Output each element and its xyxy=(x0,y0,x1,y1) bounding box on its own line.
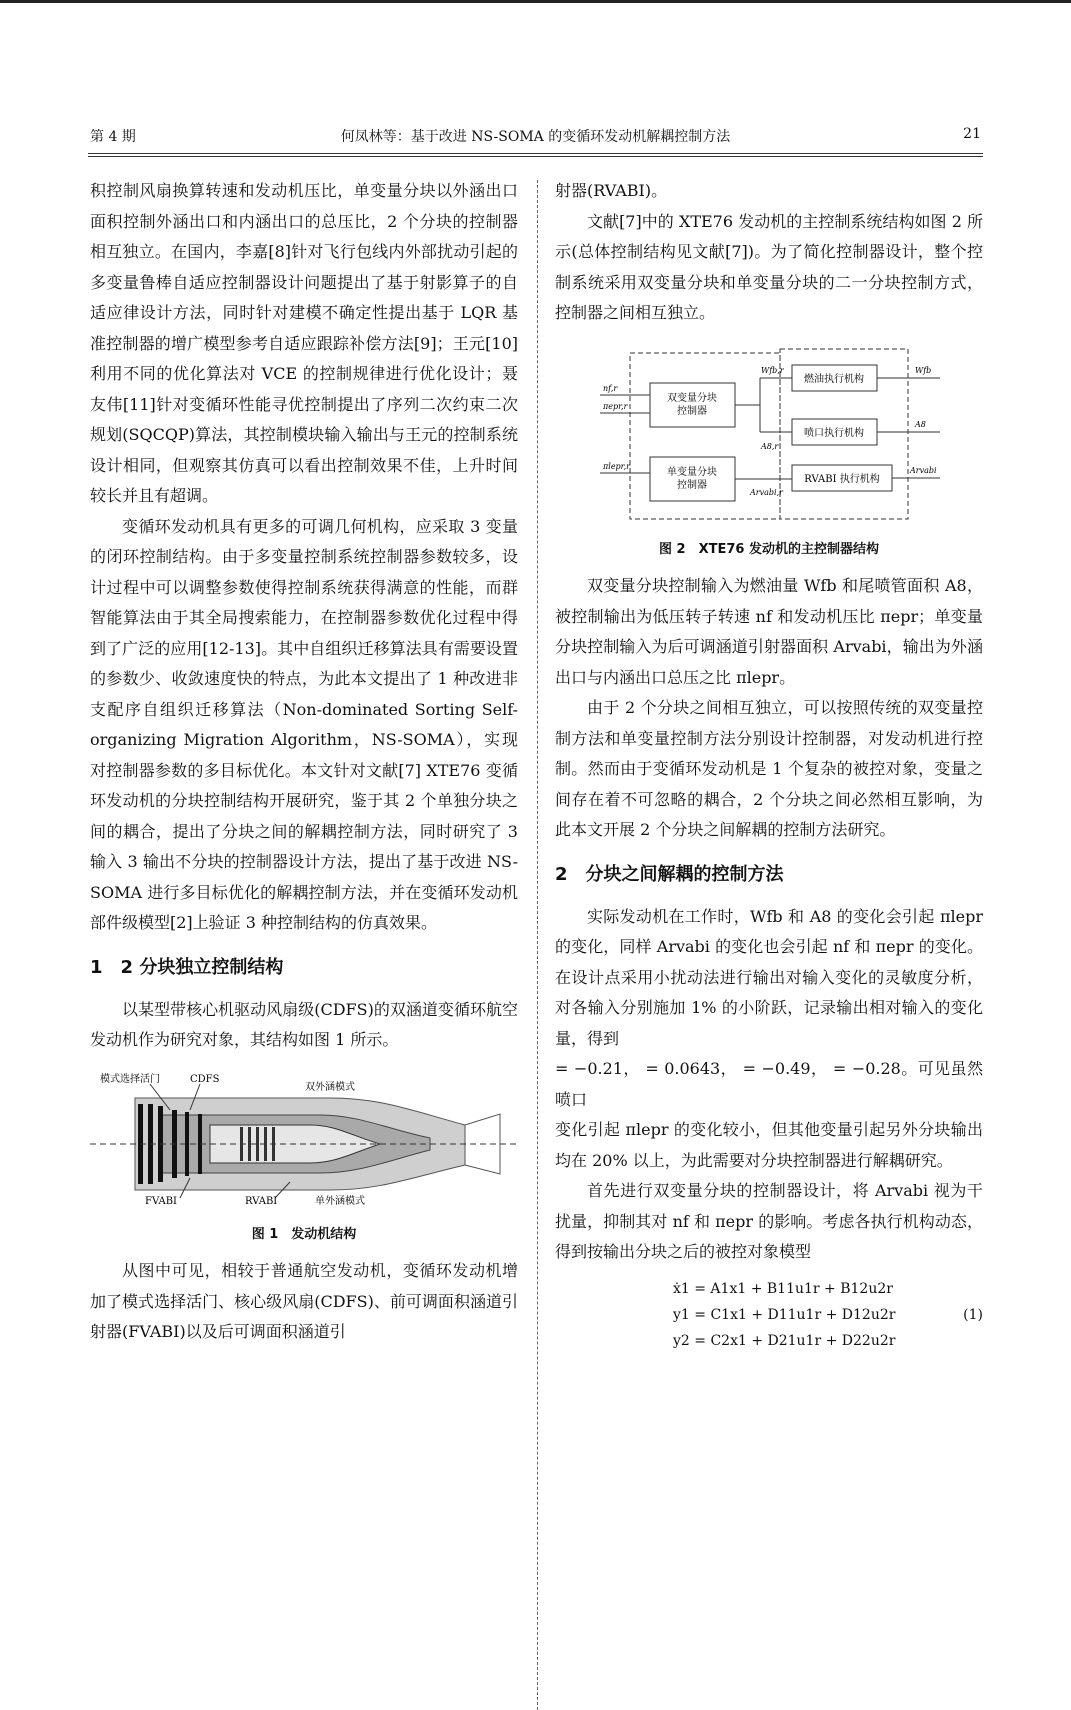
fig2-controller-2var-line2: 控制器 xyxy=(677,405,707,417)
fig1-label-single-bypass: 单外涵模式 xyxy=(315,1195,365,1207)
header-rule xyxy=(88,153,983,154)
figure-1-engine-structure xyxy=(90,1070,518,1221)
value-2: = xyxy=(645,1059,659,1078)
engine-diagram xyxy=(90,1070,518,1210)
fig2-actuator-nozzle: 喷口执行机构 xyxy=(804,427,864,439)
sensitivity-values xyxy=(555,1054,983,1115)
paragraph: 变循环发动机具有更多的可调几何机构，应采取 3 变量的闭环控制结构。由于多变量控制系统控制器参数较多，设计过程中可以调整参数使得控制系统获得满意的性能，而群智能算法由于其全局搜索能力，在控制器参数优化过程中得到了广泛的应用[12-13]。其中自组织迁移算法具有需要设置的参数少、收敛速度快的特点，为此本文提出了 1 种改进非支配序自组织迁移算法（Non-dominated Sorting Self-organizing Migration Algorithm，NS-SOMA），实现对控制器参数的多目标优化。本文针对文献[7] XTE76 变循环发动机的分块控制结构开展研究，鉴于其 2 个单独分块之间的耦合，提出了分块之间的解耦控制方法，同时研究了 3 输入 3 输出不分块的控制器设计方法，提出了基于改进 NS-SOMA 进行多目标优化的解耦控制方法，并在变循环发动机部件级模型[2]上验证 3 种控制结构的仿真效果。 xyxy=(90,516,518,932)
header-rule-2 xyxy=(88,156,983,157)
paragraph: 以某型带核心机驱动风扇级(CDFS)的双涵道变循环航空发动机作为研究对象，其结构如图 1 所示。 xyxy=(90,999,518,1049)
paragraph: 从图中可见，相较于普通航空发动机，变循环发动机增加了模式选择活门、核心级风扇(CDFS)、前可调面积涵道引射器(FVABI)以及后可调面积涵道引 xyxy=(90,1261,518,1341)
paragraph: 双变量分块控制输入为燃油量 Wfb 和尾喷管面积 A8，被控制输出为低压转子转速 nf 和发动机压比 πepr；单变量分块控制输入为后可调涵道引射器面积 Arvabi，输出为外涵出口与内涵出口总压之比 πlepr。 xyxy=(555,576,983,687)
fig1-label-rvabi: RVABI xyxy=(245,1195,278,1207)
paragraph: 实际发动机在工作时，Wfb 和 A8 的变化会引起 πlepr 的变化，同样 Arvabi 的变化也会引起 nf 和 πepr 的变化。在设计点采用小扰动法进行输出对输入变化的灵敏度分析，对各输入分别施加 1% 的小阶跃，记录输出相对输入的变化量，得到 xyxy=(555,906,983,1048)
fig1-label-dual-bypass: 双外涵模式 xyxy=(305,1081,355,1093)
page-number: 21 xyxy=(963,126,981,142)
fig2-signal-arvabi-r: Arvabi,r xyxy=(750,487,783,497)
figure-1-caption: 图 1 发动机结构 xyxy=(251,1227,357,1242)
controller-block-diagram xyxy=(555,345,983,525)
section-heading-2: 2 分块之间解耦的控制方法 xyxy=(555,863,784,885)
issue-number: 第 4 期 xyxy=(90,129,136,145)
paragraph: 首先进行双变量分块的控制器设计，将 Arvabi 视为干扰量，抑制其对 nf 和 πepr 的影响。考虑各执行机构动态，得到按输出分块之后的被控对象模型 xyxy=(555,1181,983,1261)
fig2-input-pi-epr: πepr,r xyxy=(603,401,628,411)
fig2-actuator-rvabi: RVABI 执行机构 xyxy=(804,473,880,485)
value-1: = −0.21， xyxy=(555,1059,640,1078)
top-rule xyxy=(0,0,1071,3)
fig2-input-nf: nf,r xyxy=(603,383,618,393)
fig2-controller-1var-line2: 控制器 xyxy=(677,479,707,491)
section-heading-1: 1 2 分块独立控制结构 xyxy=(90,956,284,978)
fig2-actuator-fuel: 燃油执行机构 xyxy=(804,373,864,385)
equation-line-3: y2 = C2x1 + D21u1r + D22u2r xyxy=(673,1332,896,1349)
paragraph: 积控制风扇换算转速和发动机压比，单变量分块以外涵出口面积控制外涵出口和内涵出口的总压比，2 个分块的控制器相互独立。在国内，李嘉[8]针对飞行包线内外部扰动引起的多变量鲁棒自适应控制器设计问题提出了基于射影算子的自适应律设计方法，同时针对建模不确定性提出基于 LQR 基准控制器的增广模型参考自适应跟踪补偿方法[9]；王元[10]利用不同的优化算法对 VCE 的控制规律进行优化设计；聂友伟[11]针对变循环性能寻优控制提出了序列二次约束二次规划(SQCQP)算法，其控制模块输入输出与王元的控制系统设计相同，但观察其仿真可以看出控制效果不佳，上升时间较长并且有超调。 xyxy=(90,181,518,505)
fig2-signal-a8-r: A8,r xyxy=(761,441,779,451)
value-4: = −0.49， xyxy=(742,1059,828,1078)
paragraph: 变化引起 πlepr 的变化较小，但其他变量引起另外分块输出均在 20% 以上，为此需要对分块控制器进行解耦研究。 xyxy=(555,1120,983,1170)
paragraph: 由于 2 个分块之间相互独立，可以按照传统的双变量控制方法和单变量控制方法分别设计控制器，对发动机进行控制。然而由于变循环发动机是 1 个复杂的被控对象，变量之间存在着不可忽略的耦合，2 个分块之间必然相互影响，为此本文开展 2 个分块之间解耦的控制方法研究。 xyxy=(555,698,983,839)
fig2-controller-1var-line1: 单变量分块 xyxy=(667,466,717,478)
fig2-controller-2var-line1: 双变量分块 xyxy=(667,392,717,404)
figure-2-caption: 图 2 XTE76 发动机的主控制器结构 xyxy=(659,542,879,557)
right-column xyxy=(555,176,983,1354)
value-3: 0.0643， xyxy=(664,1059,738,1078)
fig2-output-a8: A8 xyxy=(915,419,926,429)
equation-line-2: y1 = C1x1 + D11u1r + D12u2r xyxy=(673,1306,896,1323)
equation-number: (1) xyxy=(963,1306,983,1323)
fig2-output-wfb: Wfb xyxy=(915,365,932,375)
paragraph: 射器(RVABI)。 xyxy=(555,181,668,200)
equation-line-1: ẋ1 = A1x1 + B11u1r + B12u2r xyxy=(673,1280,893,1297)
fig1-label-mode-valve: 模式选择活门 xyxy=(100,1073,160,1085)
fig2-output-arvabi: Arvabi xyxy=(910,465,937,475)
paragraph: 文献[7]中的 XTE76 发动机的主控制系统结构如图 2 所示(总体控制结构见文献[7])。为了简化控制器设计，整个控制系统采用双变量分块和单变量分块的二一分块控制方式，控制器之间相互独立。 xyxy=(555,211,983,322)
left-column xyxy=(90,176,518,1348)
column-separator xyxy=(537,180,538,1710)
running-title: 何凤林等：基于改进 NS-SOMA 的变循环发动机解耦控制方法 xyxy=(340,129,731,145)
fig2-signal-wfb-r: Wfb,r xyxy=(761,365,784,375)
fig1-label-cdfs: CDFS xyxy=(190,1073,220,1085)
figure-2-controller-structure xyxy=(555,345,983,536)
fig2-input-pi-lepr: πlepr,r xyxy=(603,461,630,471)
equation-1 xyxy=(555,1276,983,1354)
fig1-label-fvabi: FVABI xyxy=(145,1195,178,1207)
value-5: = −0.28。可见虽然喷口 xyxy=(555,1059,983,1109)
